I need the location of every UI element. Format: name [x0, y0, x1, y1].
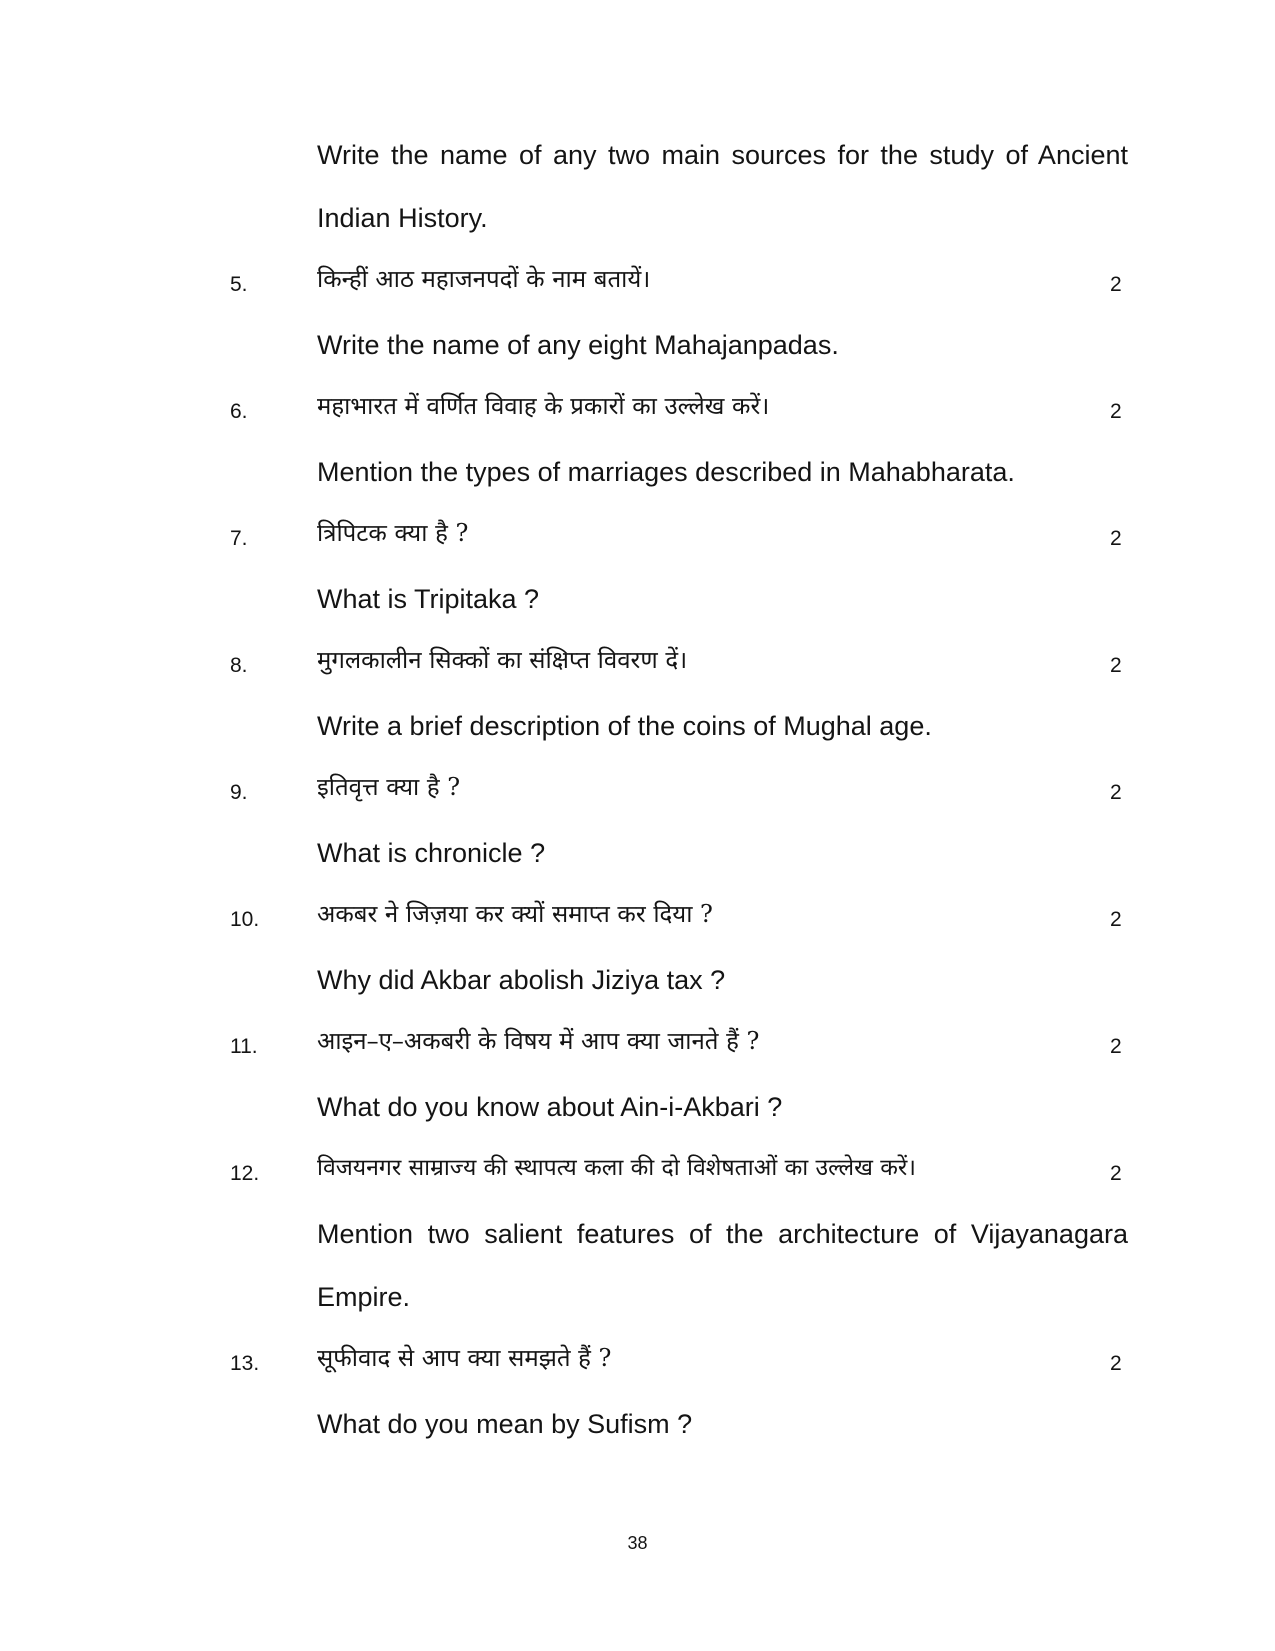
- question-13: [0, 1341, 1275, 1381]
- question-number: 11.: [230, 1035, 258, 1058]
- question-marks: 2: [1110, 400, 1122, 423]
- question-number: 8.: [230, 654, 248, 677]
- question-5-english: Write the name of any eight Mahajanpadas.: [317, 330, 839, 360]
- question-marks: 2: [1110, 273, 1122, 296]
- question-hindi-text: आइन–ए–अकबरी के विषय में आप क्या जानते हैं ?: [317, 1027, 760, 1055]
- question-marks: 2: [1110, 1352, 1122, 1375]
- question-6-english: Mention the types of marriages described in Mahabharata.: [317, 457, 1015, 487]
- question-number: 5.: [230, 273, 248, 296]
- question-marks: 2: [1110, 1162, 1122, 1185]
- question-8-english: Write a brief description of the coins of Mughal age.: [317, 711, 932, 741]
- question-12-english-line-1: Mention two salient features of the architecture of Vijayanagara: [317, 1219, 1128, 1249]
- question-9: [0, 770, 1275, 810]
- question-12-english-line-2: Empire.: [317, 1282, 411, 1312]
- question-9-english: What is chronicle ?: [317, 838, 546, 868]
- question-hindi-text: त्रिपिटक क्या है ?: [317, 519, 469, 547]
- question-hindi-text: मुगलकालीन सिक्कों का संक्षिप्त विवरण दें।: [317, 646, 688, 674]
- question-11: [0, 1024, 1275, 1064]
- page-number: 38: [627, 1533, 648, 1553]
- question-10-english: Why did Akbar abolish Jiziya tax ?: [317, 965, 726, 995]
- continuation-english-line-2: Indian History.: [317, 203, 488, 233]
- question-marks: 2: [1110, 1035, 1122, 1058]
- question-hindi-text: अकबर ने जिज़या कर क्यों समाप्त कर दिया ?: [317, 900, 713, 928]
- question-13-english: What do you mean by Sufism ?: [317, 1409, 693, 1439]
- question-11-english: What do you know about Ain-i-Akbari ?: [317, 1092, 783, 1122]
- question-hindi-text: किन्हीं आठ महाजनपदों के नाम बतायें।: [317, 265, 651, 293]
- question-number: 12.: [230, 1162, 260, 1185]
- question-7: [0, 516, 1275, 556]
- question-marks: 2: [1110, 908, 1122, 931]
- question-hindi-text: विजयनगर साम्राज्य की स्थापत्य कला की दो विशेषताओं का उल्लेख करें।: [317, 1155, 916, 1181]
- continuation-english-line-1: Write the name of any two main sources for the study of Ancient: [317, 140, 1128, 170]
- question-number: 10.: [230, 908, 260, 931]
- question-10: [0, 897, 1275, 937]
- question-hindi-text: महाभारत में वर्णित विवाह के प्रकारों का उल्लेख करें।: [317, 392, 770, 420]
- question-6: [0, 389, 1275, 429]
- question-number: 13.: [230, 1352, 260, 1375]
- question-12: [0, 1151, 1275, 1191]
- question-number: 6.: [230, 400, 248, 423]
- question-hindi-text: इतिवृत्त क्या है ?: [317, 773, 461, 801]
- question-5: [0, 262, 1275, 302]
- question-marks: 2: [1110, 527, 1122, 550]
- question-hindi-text: सूफीवाद से आप क्या समझते हैं ?: [317, 1344, 612, 1372]
- question-number: 9.: [230, 781, 248, 804]
- question-8: [0, 643, 1275, 683]
- question-marks: 2: [1110, 781, 1122, 804]
- question-marks: 2: [1110, 654, 1122, 677]
- question-number: 7.: [230, 527, 248, 550]
- question-7-english: What is Tripitaka ?: [317, 584, 540, 614]
